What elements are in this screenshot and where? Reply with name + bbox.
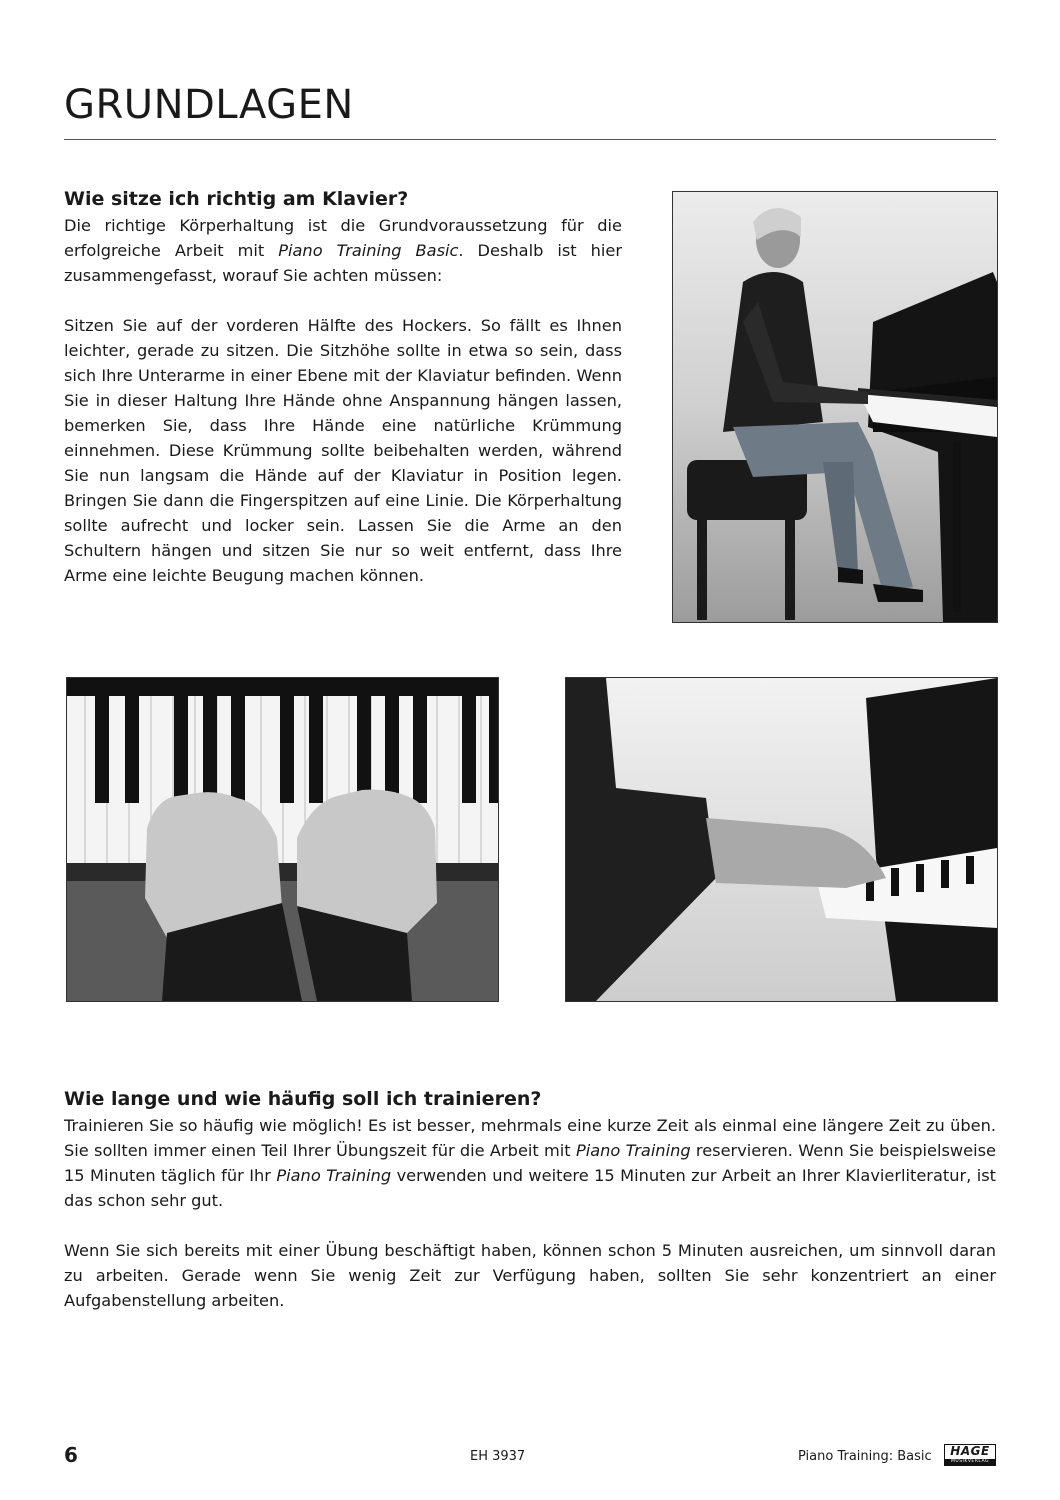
section2-paragraph-1: Trainieren Sie so häufig wie möglich! Es ist besser, mehrmals eine kurze Zeit als einmal eine längere Zeit zu üben. Sie sollten immer einen Teil Ihrer Übungszeit für die Arbeit mit Piano Training reservieren. Wenn Sie beispielsweise 15 Minuten täglich für Ihr Piano Training verwenden und weitere 15 Minuten zur Arbeit an Ihrer Klavierliteratur, ist das schon sehr gut. (64, 1116, 997, 1210)
title-rule (64, 139, 996, 140)
page-number: 6 (64, 1443, 78, 1467)
side-hand-photo (565, 677, 998, 1002)
section1-paragraph-1: Die richtige Körperhaltung ist die Grundvoraussetzung für die erfolgreiche Arbeit mit Piano Training Basic. Deshalb ist hier zusammengefasst, worauf Sie achten müssen: (64, 216, 622, 285)
section2-paragraph-2: Wenn Sie sich bereits mit einer Übung beschäftigt haben, können schon 5 Minuten ausreichen, um sinnvoll daran zu arbeiten. Gerade wenn Sie wenig Zeit zur Verfügung haben, sollten Sie sehr konzentriert an einer Aufgabenstellung arbeiten. (64, 1241, 996, 1310)
logo-sub-text: MUSIKVERLAG (945, 1459, 995, 1465)
page-title: GRUNDLAGEN (64, 82, 354, 128)
section1-heading: Wie sitze ich richtig am Klavier? (64, 188, 409, 210)
section1-body (64, 213, 622, 588)
pianist-photo (672, 191, 998, 623)
logo-main-text: HAGE (950, 1444, 990, 1458)
hands-on-keys-photo (66, 677, 499, 1002)
section1-paragraph-2: Sitzen Sie auf der vorderen Hälfte des Hockers. So fällt es Ihnen leichter, gerade zu sitzen. Die Sitzhöhe sollte in etwa so sein, dass sich Ihre Unterarme in einer Ebene mit der Klaviatur befinden. Wenn Sie in dieser Haltung Ihre Hände ohne Anspannung hängen lassen, bemerken Sie, dass Ihre Hände eine natürliche Krümmung einnehmen. Diese Krümmung sollte beibehalten werden, während Sie nun langsam die Hände auf der Klaviatur in Position legen. Bringen Sie dann die Fingerspitzen auf eine Linie. Die Körperhaltung sollte aufrecht und locker sein. Lassen Sie die Arme an den Schultern hängen und sitzen Sie nur so weit entfernt, dass Ihre Arme eine leichte Beugung machen können. (64, 316, 622, 585)
section2-body (64, 1113, 996, 1313)
publisher-logo (944, 1444, 996, 1466)
book-title: Piano Training: Basic (798, 1449, 932, 1464)
section2-heading: Wie lange und wie häufig soll ich trainieren? (64, 1088, 542, 1110)
catalog-code: EH 3937 (470, 1449, 526, 1464)
